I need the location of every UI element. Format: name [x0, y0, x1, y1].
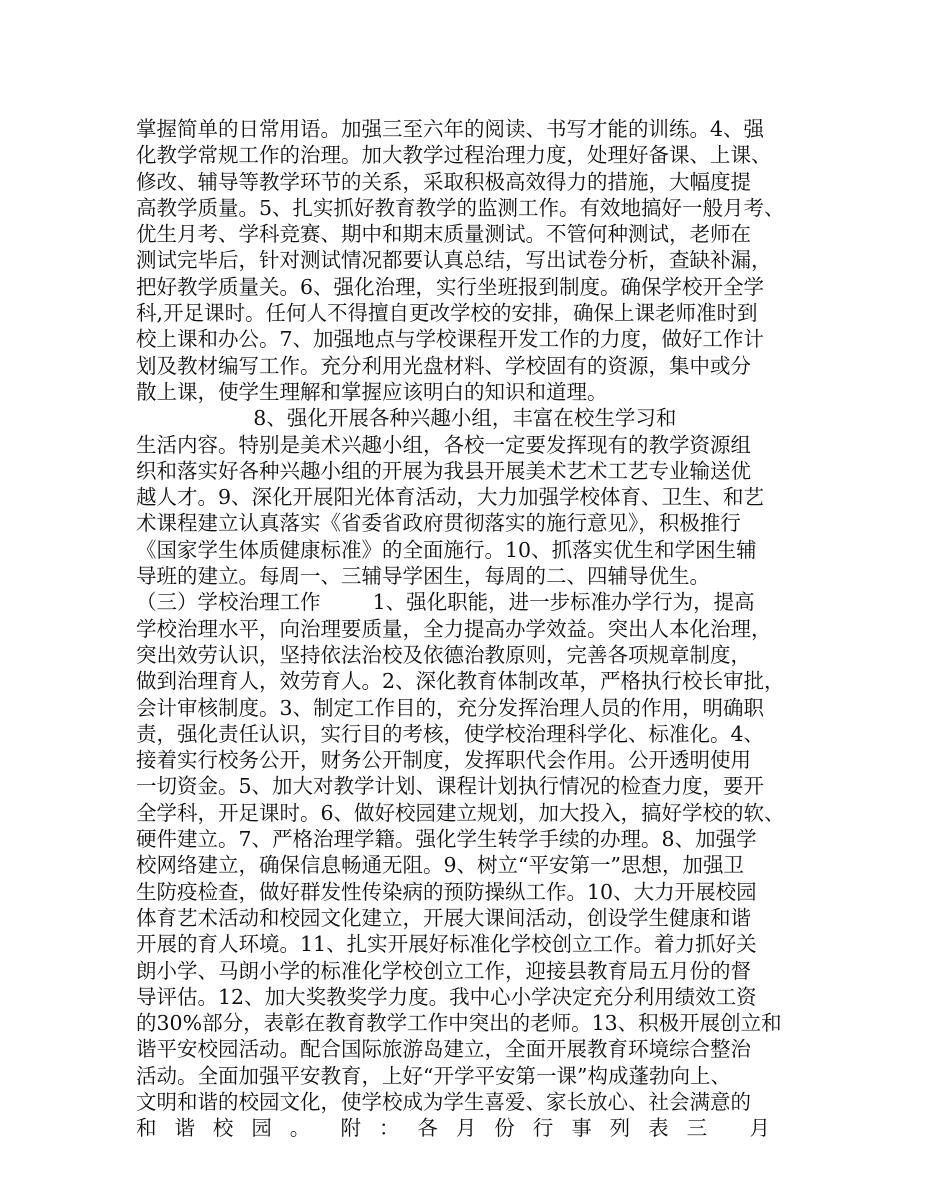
text-line: 体育艺术活动和校园文化建立，开展大课间活动，创设学生健康和谐 [136, 905, 751, 930]
text-line: （三）学校治理工作 1、强化职能，进一步标准办学行为，提高 [136, 590, 755, 615]
text-line: 把好教学质量关。6、强化治理，实行坐班报到制度。确保学校开全学 [136, 274, 765, 299]
text-line: 开展的育人环境。11、扎实开展好标准化学校创立工作。着力抓好关 [136, 932, 757, 957]
text-line: 全学科，开足课时。6、做好校园建立规划，加大投入，搞好学校的软、 [136, 800, 785, 825]
text-line: 和 谐 校 园 。 附 ： 各 月 份 行 事 列 表 三 月 [136, 1116, 770, 1141]
text-line: 文明和谐的校园文化，使学校成为学生喜爱、家长放心、社会满意的 [136, 1089, 751, 1114]
text-line: 修改、辅导等教学环节的关系，采取积极高效得力的措施，大幅度提 [136, 169, 751, 194]
text-line: 校网络建立，确保信息畅通无阻。9、树立“平安第一”思想，加强卫 [136, 853, 745, 878]
text-line: 导班的建立。每周一、三辅导学困生，每周的二、四辅导优生。 [136, 564, 710, 589]
text-line: 散上课，使学生理解和掌握应该明白的知识和道理。 [136, 379, 608, 404]
text-line: 越人才。9、深化开展阳光体育活动，大力加强学校体育、卫生、和艺 [136, 485, 765, 510]
text-line: 活动。全面加强平安教育，上好“开学平安第一课”构成蓬勃向上、 [136, 1063, 731, 1088]
text-line: 谐平安校园活动。配合国际旅游岛建立，全面开展教育环境综合整治 [136, 1037, 751, 1062]
text-line: 的30%部分，表彰在教育教学工作中突出的老师。13、积极开展创立和 [136, 1011, 782, 1036]
text-line: 化教学常规工作的治理。加大教学过程治理力度，处理好备课、上课、 [136, 143, 772, 168]
text-line: 一切资金。5、加大对教学计划、课程计划执行情况的检查力度，要开 [136, 774, 765, 799]
text-line: 术课程建立认真落实《省委省政府贯彻落实的施行意见》，积极推行 [136, 511, 741, 536]
text-line: 会计审核制度。3、制定工作目的，充分发挥治理人员的作用，明确职 [136, 695, 765, 720]
text-line: 接着实行校务公开，财务公开制度，发挥职代会作用。公开透明使用 [136, 748, 751, 773]
text-line: 织和落实好各种兴趣小组的开展为我县开展美术艺术工艺专业输送优 [136, 458, 751, 483]
text-line: 导评估。12、加大奖教奖学力度。我中心小学决定充分利用绩效工资 [136, 984, 757, 1009]
body-text [136, 116, 816, 1142]
text-line: 高教学质量。5、扎实抓好教育教学的监测工作。有效地搞好一般月考、 [136, 195, 785, 220]
text-line: 朗小学、马朗小学的标准化学校创立工作，迎接县教育局五月份的督 [136, 958, 751, 983]
text-line: 责，强化责任认识，实行目的考核，使学校治理科学化、标准化。4、 [136, 721, 765, 746]
text-line: 校上课和办公。7、加强地点与学校课程开发工作的力度，做好工作计 [136, 327, 765, 352]
text-line: 生活内容。特别是美术兴趣小组，各校一定要发挥现有的教学资源组 [136, 432, 751, 457]
text-line: 学校治理水平，向治理要质量，全力提高办学效益。突出人本化治理， [136, 616, 772, 641]
text-line: 突出效劳认识，坚持依法治校及依德治教原则，完善各项规章制度， [136, 642, 751, 667]
text-line: 做到治理育人，效劳育人。2、深化教育体制改革，严格执行校长审批， [136, 669, 785, 694]
text-line: 优生月考、学科竞赛、期中和期末质量测试。不管何种测试，老师在 [136, 222, 751, 247]
text-line: 划及教材编写工作。充分利用光盘材料、学校固有的资源，集中或分 [136, 353, 751, 378]
text-line: 硬件建立。7、严格治理学籍。强化学生转学手续的办理。8、加强学 [136, 827, 757, 852]
text-line: 测试完毕后，针对测试情况都要认真总结，写出试卷分析，查缺补漏， [136, 248, 772, 273]
text-line: 科,开足课时。任何人不得擅自更改学校的安排，确保上课老师准时到 [136, 301, 758, 326]
text-line: 8、强化开展各种兴趣小组，丰富在校生学习和 [136, 406, 677, 431]
text-line: 掌握简单的日常用语。加强三至六年的阅读、书写才能的训练。4、强 [136, 117, 765, 141]
text-line: 生防疫检查，做好群发性传染病的预防操纵工作。10、大力开展校园 [136, 879, 757, 904]
text-line: 《国家学生体质健康标准》的全面施行。10、抓落实优生和学困生辅 [136, 537, 757, 562]
